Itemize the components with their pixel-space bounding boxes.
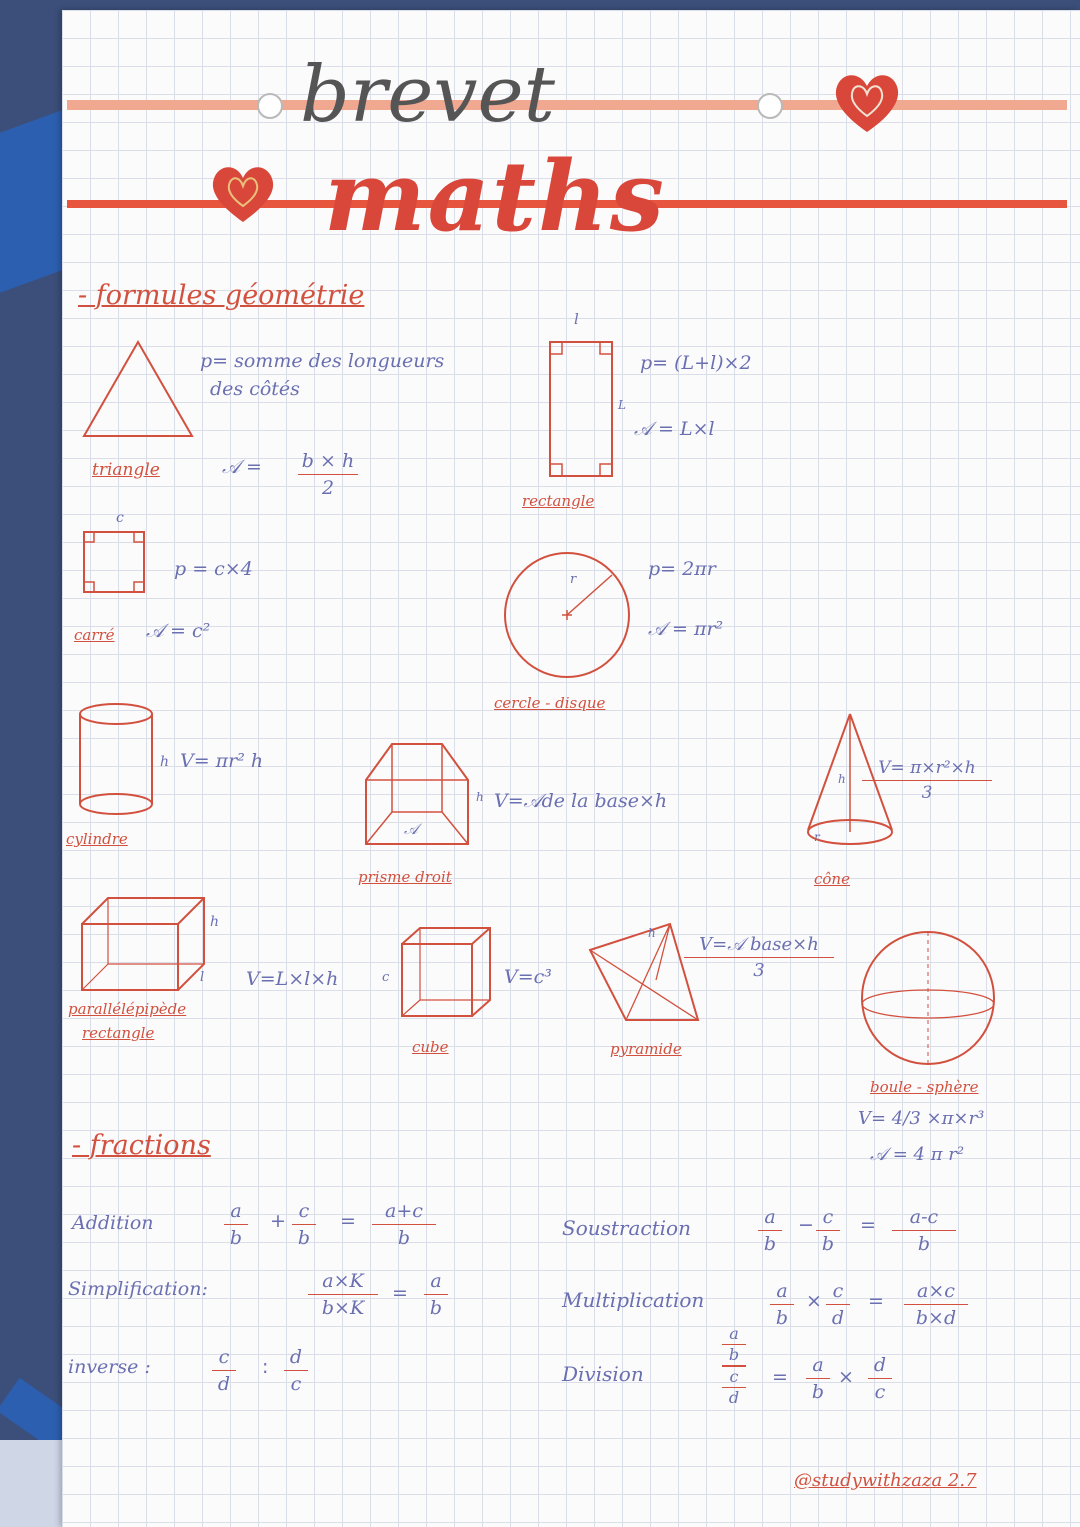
square-side-label: c — [116, 510, 124, 526]
equals-sign: = — [340, 1210, 356, 1232]
cylinder-label: cylindre — [66, 830, 128, 848]
fraction-bar — [284, 1370, 308, 1371]
addition-label: Addition — [72, 1212, 154, 1234]
minus-sign: − — [798, 1214, 814, 1236]
multiplication-label: Multiplication — [562, 1288, 705, 1312]
frac-den: b×K — [321, 1297, 365, 1319]
times-sign: × — [838, 1366, 854, 1388]
equals-sign: = — [392, 1282, 408, 1304]
frac-num: c — [832, 1280, 844, 1302]
pyramid-formula-num: V=𝒜 base×h — [699, 934, 819, 955]
frac-den: c — [290, 1373, 302, 1395]
prism-formula: V=𝒜de la base×h — [494, 790, 668, 812]
frac-num: a — [776, 1280, 788, 1302]
rectangle-side-label: L — [618, 398, 626, 412]
colon-sign: : — [262, 1356, 269, 1378]
frac-num: c — [729, 1367, 739, 1386]
square-area: 𝒜 = c² — [146, 620, 211, 642]
title-brevet: brevet — [300, 50, 555, 140]
title-maths: maths — [324, 140, 666, 253]
addition-frac-2 — [292, 1200, 316, 1249]
cone-formula — [862, 758, 992, 803]
frac-num: a — [729, 1324, 739, 1343]
pyramid-height-label: h — [648, 926, 656, 940]
parallelepiped-label-1: parallélépipède — [68, 1000, 187, 1018]
frac-num: c — [218, 1346, 230, 1368]
fraction-bar — [684, 957, 834, 958]
frac-den: b — [229, 1227, 243, 1249]
cube-side-label: c — [382, 970, 390, 985]
circle-shape — [502, 550, 632, 680]
fraction-bar — [826, 1304, 850, 1305]
triangle-area-lhs: 𝒜 = — [222, 456, 262, 478]
pyramid-formula — [684, 934, 834, 981]
fraction-bar — [212, 1370, 236, 1371]
rectangle-label: rectangle — [522, 492, 595, 510]
frac-den: d — [217, 1373, 231, 1395]
square-perimeter: p = c×4 — [174, 558, 253, 580]
heart-icon — [207, 162, 279, 226]
circle-label: cercle - disque — [494, 694, 606, 712]
addition-frac-1 — [224, 1200, 248, 1249]
cube-shape — [398, 924, 494, 1020]
binder-hole-right — [757, 93, 783, 119]
parallelepiped-height-label: h — [210, 914, 220, 930]
plus-sign: + — [270, 1210, 286, 1232]
addition-result — [372, 1200, 436, 1249]
triangle-label: triangle — [92, 460, 160, 480]
subtraction-frac-1 — [758, 1206, 782, 1255]
fraction-bar — [806, 1378, 830, 1379]
cylinder-shape — [76, 700, 156, 820]
frac-den: b — [917, 1233, 931, 1255]
fraction-bar — [424, 1294, 448, 1295]
simplification-result — [424, 1270, 448, 1319]
notes-sheet — [62, 10, 1080, 1527]
frac-den: b — [811, 1381, 825, 1403]
frac-den: b — [297, 1227, 311, 1249]
cylinder-height-label: h — [160, 754, 170, 770]
frac-num: a-c — [909, 1206, 939, 1228]
fraction-bar — [816, 1230, 840, 1231]
sphere-shape — [858, 928, 998, 1068]
triangle-area-num: b × h — [301, 450, 355, 472]
fraction-bar — [904, 1304, 968, 1305]
parallelepiped-width-label: l — [200, 970, 205, 985]
frac-den: c — [874, 1381, 886, 1403]
fraction-bar — [298, 474, 358, 475]
times-sign: × — [806, 1290, 822, 1312]
frac-num: d — [289, 1346, 303, 1368]
binder-hole-left — [257, 93, 283, 119]
inverse-label: inverse : — [68, 1356, 151, 1378]
subtraction-frac-2 — [816, 1206, 840, 1255]
square-label: carré — [74, 626, 115, 644]
frac-num: c — [822, 1206, 834, 1228]
prism-base-label: 𝒜 — [404, 820, 419, 838]
subtraction-result — [892, 1206, 956, 1255]
cone-formula-den: 3 — [921, 783, 933, 803]
frac-num: a+c — [385, 1200, 423, 1222]
multiplication-result — [904, 1280, 968, 1329]
equals-sign: = — [772, 1366, 788, 1388]
division-frac-1 — [806, 1354, 830, 1403]
frac-num: c — [298, 1200, 310, 1222]
frac-den: b — [775, 1307, 789, 1329]
frac-num: a — [764, 1206, 776, 1228]
fraction-bar — [868, 1378, 892, 1379]
signature: @studywithzaza 2.7 — [794, 1470, 977, 1491]
frac-num: a — [230, 1200, 242, 1222]
frac-den: b — [821, 1233, 835, 1255]
prism-label: prisme droit — [358, 868, 452, 886]
prism-height-label: h — [476, 790, 484, 804]
section-title-geometry: - formules géométrie — [78, 280, 365, 311]
division-frac-2 — [868, 1354, 892, 1403]
fraction-bar — [862, 780, 992, 781]
equals-sign: = — [868, 1290, 884, 1312]
sphere-area: 𝒜 = 4 π r² — [870, 1144, 965, 1165]
cylinder-formula: V= πr² h — [180, 750, 264, 772]
frac-num: a — [430, 1270, 442, 1292]
fraction-bar — [372, 1224, 436, 1225]
equals-sign: = — [860, 1214, 876, 1236]
parallelepiped-formula: V=L×l×h — [246, 968, 339, 990]
frac-num: d — [873, 1354, 887, 1376]
triangle-area-fraction — [298, 450, 358, 499]
frac-num: a — [812, 1354, 824, 1376]
heart-icon — [832, 68, 902, 138]
header-stripe-1 — [67, 100, 1067, 110]
parallelepiped-label-2: rectangle — [82, 1024, 155, 1042]
fraction-bar — [224, 1224, 248, 1225]
triangle-shape — [80, 340, 195, 440]
square-shape — [82, 530, 148, 596]
subtraction-label: Soustraction — [562, 1216, 691, 1240]
multiplication-frac-1 — [770, 1280, 794, 1329]
triangle-perimeter-line1: p= somme des longueurs — [200, 350, 445, 372]
rectangle-perimeter: p= (L+l)×2 — [640, 352, 752, 374]
frac-den: d — [831, 1307, 845, 1329]
sphere-volume: V= 4/3 ×π×r³ — [858, 1108, 985, 1129]
pyramid-label: pyramide — [610, 1040, 682, 1058]
fraction-bar — [892, 1230, 956, 1231]
cube-formula: V=c³ — [504, 966, 552, 988]
frac-num: a×c — [917, 1280, 955, 1302]
circle-radius-label: r — [570, 572, 577, 587]
division-complex-fraction — [722, 1326, 746, 1406]
frac-num: a×K — [322, 1270, 364, 1292]
frac-den: b — [397, 1227, 411, 1249]
cone-height-label: h — [838, 772, 846, 786]
rectangle-top-label: l — [574, 310, 579, 328]
circle-area: 𝒜 = πr² — [648, 618, 724, 640]
multiplication-frac-2 — [826, 1280, 850, 1329]
background-blue-band — [0, 107, 70, 292]
division-label: Division — [562, 1362, 644, 1386]
inverse-frac-2 — [284, 1346, 308, 1395]
rectangle-area: 𝒜 = L×l — [634, 418, 715, 440]
fraction-bar — [308, 1294, 378, 1295]
cone-formula-num: V= π×r²×h — [878, 758, 976, 778]
cone-label: cône — [814, 870, 850, 888]
frac-den: b×d — [915, 1307, 957, 1329]
cube-label: cube — [412, 1038, 449, 1056]
frac-den: d — [728, 1388, 740, 1407]
cone-radius-label: r — [814, 830, 820, 844]
pyramid-formula-den: 3 — [753, 960, 765, 981]
triangle-perimeter-line2: des côtés — [210, 378, 300, 400]
simplification-label: Simplification: — [68, 1278, 208, 1300]
frac-den: b — [429, 1297, 443, 1319]
circle-perimeter: p= 2πr — [648, 558, 716, 580]
section-title-fractions: - fractions — [72, 1130, 211, 1161]
fraction-bar — [758, 1230, 782, 1231]
parallelepiped-shape — [78, 894, 208, 994]
frac-den: b — [728, 1345, 740, 1364]
sphere-label: boule - sphère — [870, 1078, 979, 1096]
frac-den: b — [763, 1233, 777, 1255]
rectangle-shape — [548, 340, 618, 480]
fraction-bar — [292, 1224, 316, 1225]
inverse-frac-1 — [212, 1346, 236, 1395]
triangle-area-den: 2 — [321, 477, 335, 499]
fraction-bar — [770, 1304, 794, 1305]
simplification-frac — [308, 1270, 378, 1319]
